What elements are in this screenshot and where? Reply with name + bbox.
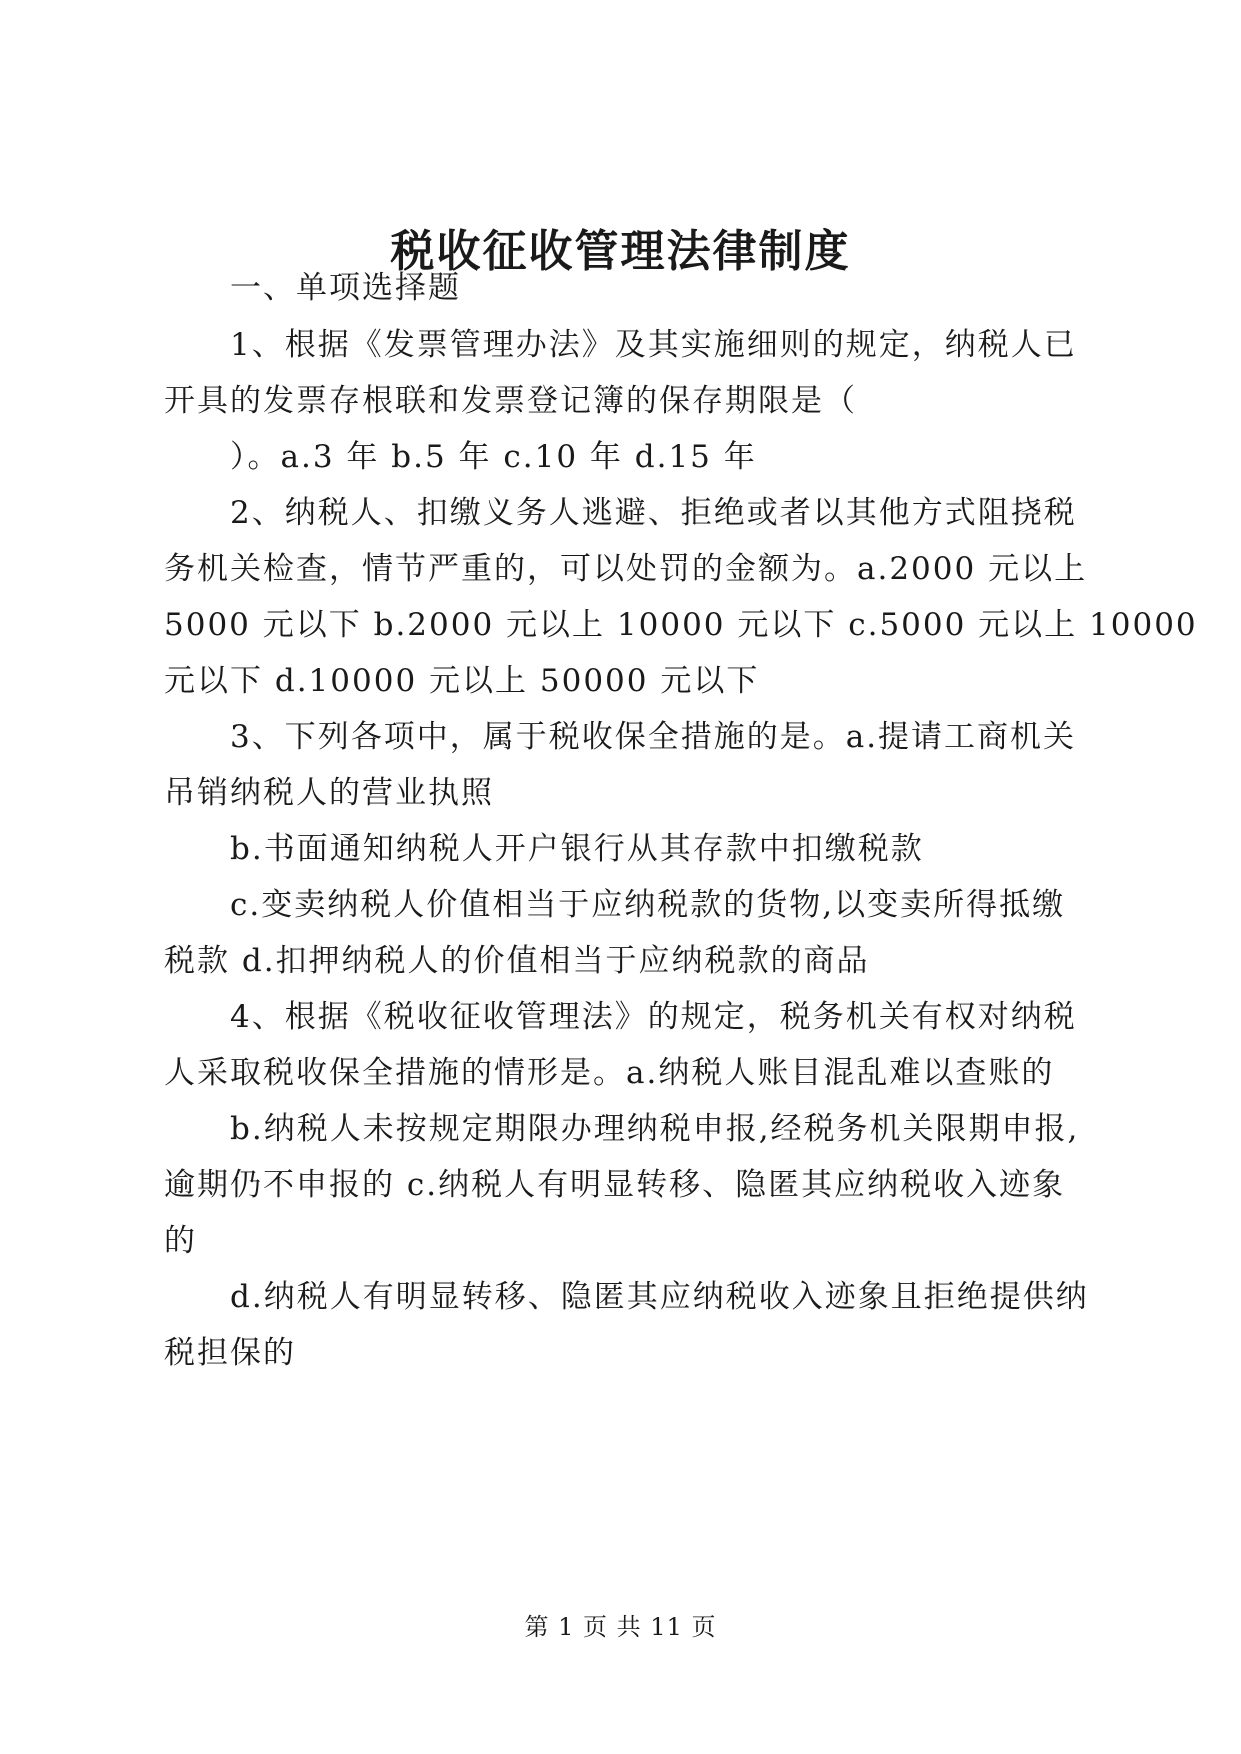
text-line: 3、下列各项中，属于税收保全措施的是。a.提请工商机关 bbox=[230, 719, 1077, 755]
text-line: b.纳税人未按规定期限办理纳税申报,经税务机关限期申报, bbox=[230, 1111, 1080, 1147]
text-line: 人采取税收保全措施的情形是。a.纳税人账目混乱难以查账的 bbox=[164, 1055, 1055, 1091]
text-line: 务机关检查，情节严重的，可以处罚的金额为。a.2000 元以上 bbox=[164, 551, 1088, 587]
text-line: d.纳税人有明显转移、隐匿其应纳税收入迹象且拒绝提供纳 bbox=[230, 1279, 1089, 1315]
text-line: 税款 d.扣押纳税人的价值相当于应纳税款的商品 bbox=[164, 943, 870, 979]
page-footer: 第 1 页 共 11 页 bbox=[524, 1613, 717, 1641]
text-line: 2、纳税人、扣缴义务人逃避、拒绝或者以其他方式阻挠税 bbox=[230, 495, 1077, 531]
text-line: 吊销纳税人的营业执照 bbox=[164, 775, 494, 811]
text-line: 的 bbox=[164, 1223, 197, 1259]
text-line: 开具的发票存根联和发票登记簿的保存期限是（ bbox=[164, 383, 857, 419]
text-line: 1、根据《发票管理办法》及其实施细则的规定，纳税人已 bbox=[230, 327, 1077, 363]
text-line: ）。a.3 年 b.5 年 c.10 年 d.15 年 bbox=[230, 439, 757, 475]
text-line: 元以下 d.10000 元以上 50000 元以下 bbox=[164, 663, 760, 699]
text-line: b.书面通知纳税人开户银行从其存款中扣缴税款 bbox=[230, 831, 924, 867]
text-line: 税担保的 bbox=[164, 1335, 296, 1371]
text-line: 4、根据《税收征收管理法》的规定，税务机关有权对纳税 bbox=[230, 999, 1077, 1035]
text-line: c.变卖纳税人价值相当于应纳税款的货物,以变卖所得抵缴 bbox=[230, 887, 1066, 923]
document-title: 税收征收管理法律制度 bbox=[390, 226, 851, 277]
text-line: 逾期仍不申报的 c.纳税人有明显转移、隐匿其应纳税收入迹象 bbox=[164, 1167, 1066, 1203]
text-line: 5000 元以下 b.2000 元以上 10000 元以下 c.5000 元以上 10000 bbox=[164, 607, 1198, 643]
section-heading: 一、单项选择题 bbox=[230, 270, 461, 306]
